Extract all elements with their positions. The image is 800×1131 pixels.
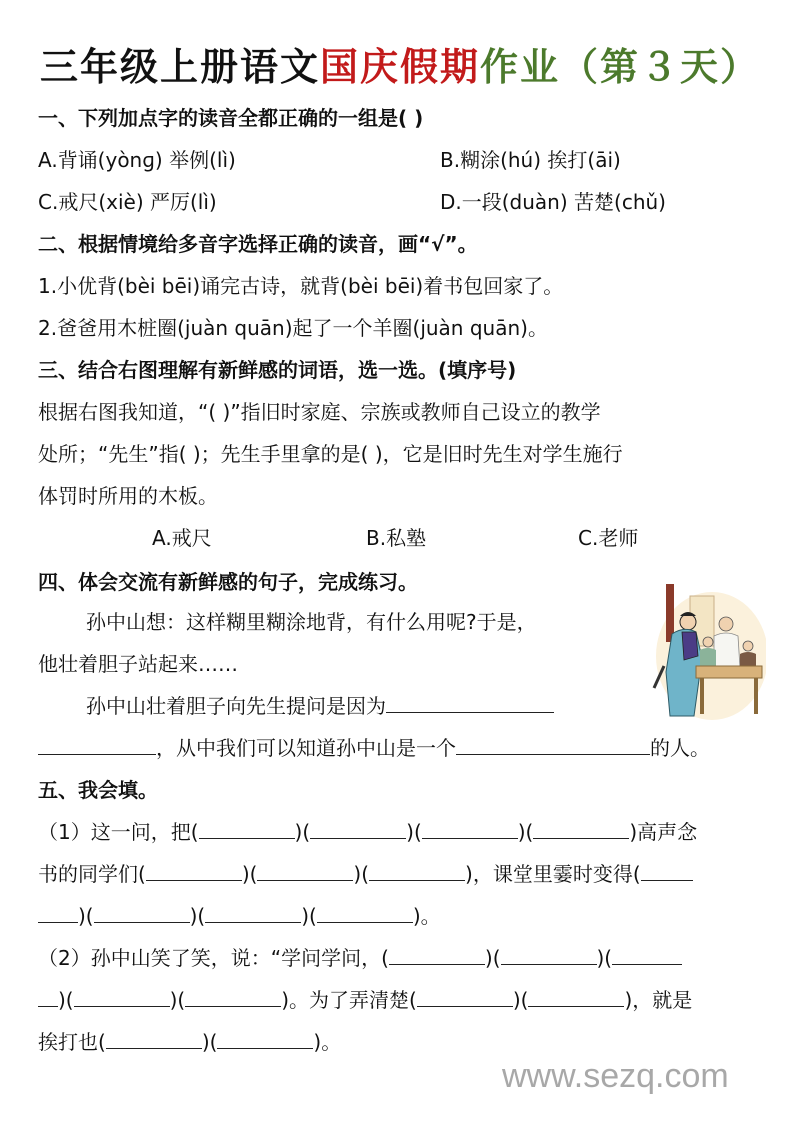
page-title	[0, 36, 800, 91]
text: )。	[412, 904, 441, 928]
section5-part2-line-2	[38, 986, 692, 1014]
answer-blank[interactable]	[205, 902, 301, 923]
section2-heading: 二、根据情境给多音字选择正确的读音，画“√”。	[38, 232, 478, 256]
text: )(	[517, 820, 534, 844]
text: )(	[78, 904, 94, 928]
text: )(	[484, 946, 501, 970]
section4-quote-line-1: 孙中山想：这样糊里糊涂地背，有什么用呢?于是，	[86, 610, 537, 634]
watermark: www.sezq.com	[502, 1057, 729, 1095]
classroom-illustration	[650, 576, 766, 722]
answer-blank[interactable]	[422, 818, 518, 839]
text: )(	[294, 820, 311, 844]
section2-item-2: 2.爸爸用木桩圈(juàn quān)起了一个羊圈(juàn quān)。	[38, 316, 548, 340]
answer-blank[interactable]	[501, 944, 597, 965]
section4-quote-line-2: 他壮着胆子站起来……	[38, 652, 238, 676]
section4-heading: 四、体会交流有新鲜感的句子，完成练习。	[38, 570, 418, 594]
answer-blank[interactable]	[417, 986, 513, 1007]
text: )(	[353, 862, 370, 886]
section2-item-1: 1.小优背(bèi bēi)诵完古诗，就背(bèi bēi)着书包回家了。	[38, 274, 564, 298]
section3-line-3: 体罚时所用的木板。	[38, 484, 218, 508]
section4-question-text-3: 的人。	[650, 736, 710, 760]
text: )(	[58, 988, 74, 1012]
text: )高声念	[629, 820, 698, 844]
text: )(	[301, 904, 317, 928]
section5-part1-line-2	[38, 860, 693, 888]
answer-blank[interactable]	[369, 860, 465, 881]
text: )(	[169, 988, 186, 1012]
section5-part2-line-1	[38, 944, 682, 972]
answer-blank[interactable]	[38, 986, 58, 1007]
answer-blank[interactable]	[456, 734, 650, 755]
text: )，课堂里霎时变得(	[465, 862, 641, 886]
answer-blank[interactable]	[528, 986, 624, 1007]
answer-blank[interactable]	[94, 902, 190, 923]
text: )(	[596, 946, 613, 970]
section3-heading: 三、结合右图理解有新鲜感的词语，选一选。(填序号)	[38, 358, 517, 382]
section4-question-text-1: 孙中山壮着胆子向先生提问是因为	[86, 694, 386, 718]
section5-part1-line-1	[38, 818, 697, 846]
answer-blank[interactable]	[106, 1028, 202, 1049]
section4-question-line-2	[38, 734, 710, 762]
title-holiday: 国庆假期	[319, 44, 480, 89]
answer-blank[interactable]	[317, 902, 413, 923]
text: )(	[406, 820, 422, 844]
section3-choice-c: C.老师	[578, 526, 639, 550]
text: 挨打也(	[38, 1030, 106, 1054]
answer-blank[interactable]	[389, 944, 485, 965]
answer-blank[interactable]	[199, 818, 295, 839]
text: )(	[189, 904, 206, 928]
section4-question-line-1	[86, 692, 554, 720]
answer-blank[interactable]	[310, 818, 406, 839]
section1-option-b: B.糊涂(hú) 挨打(āi)	[440, 148, 621, 172]
text: )。	[313, 1030, 342, 1054]
text: )(	[512, 988, 529, 1012]
section3-line-1: 根据右图我知道，“( )”指旧时家庭、宗族或教师自己设立的教学	[38, 400, 601, 424]
title-grade: 三年级上册语文	[39, 44, 320, 89]
section5-part2-line-3	[38, 1028, 341, 1056]
answer-blank[interactable]	[146, 860, 242, 881]
answer-blank[interactable]	[38, 734, 156, 755]
answer-blank[interactable]	[38, 902, 78, 923]
text: 书的同学们(	[38, 862, 146, 886]
text: )，就是	[624, 988, 693, 1012]
title-homework-day: 作业（第３天）	[480, 44, 761, 89]
text: （1）这一问，把(	[38, 820, 199, 844]
answer-blank[interactable]	[386, 692, 554, 713]
section1-option-c: C.戒尺(xiè) 严厉(lì)	[38, 190, 217, 214]
section3-line-2: 处所；“先生”指( )；先生手里拿的是( )，它是旧时先生对学生施行	[38, 442, 623, 466]
text: （2）孙中山笑了笑，说：“学问学问，(	[38, 946, 389, 970]
answer-blank[interactable]	[612, 944, 682, 965]
section4-question-text-2: ，从中我们可以知道孙中山是一个	[156, 736, 456, 760]
answer-blank[interactable]	[74, 986, 170, 1007]
answer-blank[interactable]	[641, 860, 693, 881]
section5-heading: 五、我会填。	[38, 778, 158, 802]
answer-blank[interactable]	[185, 986, 281, 1007]
section5-part1-line-3	[38, 902, 441, 930]
text: )(	[201, 1030, 218, 1054]
text: )(	[241, 862, 258, 886]
section1-option-d: D.一段(duàn) 苦楚(chǔ)	[440, 190, 666, 214]
section1-heading: 一、下列加点字的读音全都正确的一组是( )	[38, 106, 424, 130]
section1-option-a: A.背诵(yònɡ) 举例(lì)	[38, 148, 236, 172]
answer-blank[interactable]	[217, 1028, 313, 1049]
answer-blank[interactable]	[533, 818, 629, 839]
answer-blank[interactable]	[257, 860, 353, 881]
section3-choice-a: A.戒尺	[152, 526, 212, 550]
section3-choice-b: B.私塾	[366, 526, 427, 550]
text: )。为了弄清楚(	[281, 988, 417, 1012]
